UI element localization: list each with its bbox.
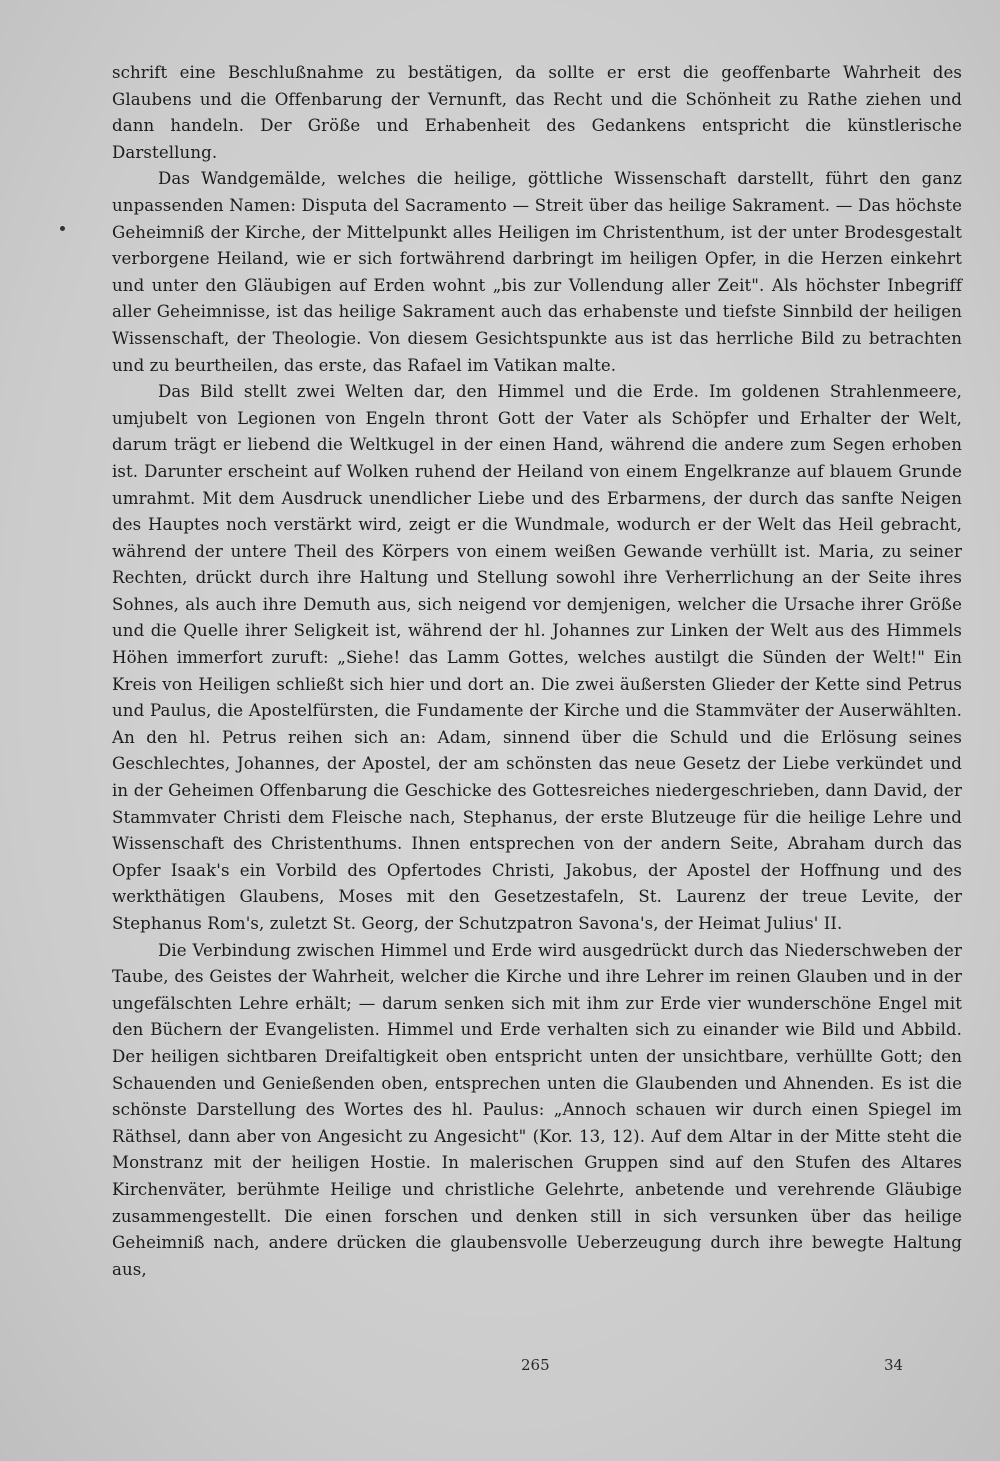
paragraph-1: schrift eine Beschlußnahme zu bestätigen, da sollte er erst die geoffenbarte Wahrheit des Glaubens und die Offenbarung der Vernunft, das Recht und die Schönheit zu Rathe ziehen und dann handeln. Der Größe und Erhabenheit des Gedankens entspricht die künstlerische Darstellung. xyxy=(112,63,962,162)
paragraph-3: Das Bild stellt zwei Welten dar, den Himmel und die Erde. Im goldenen Strahlenmeere, umjubelt von Legionen von Engeln thront Gott der Vater als Schöpfer und Erhalter der Welt, darum trägt er liebend die Weltkugel in der einen Hand, während die andere zum Segen erhoben ist. Darunter erscheint auf Wolken ruhend der Heiland von einem Engelkranze auf blauem Grunde umrahmt. Mit dem Ausdruck unendlicher Liebe und des Erbarmens, der durch das sanfte Neigen des Hauptes noch verstärkt wird, zeigt er die Wundmale, wodurch er der Welt das Heil gebracht, während der untere Theil des Körpers von einem weißen Gewande verhüllt ist. Maria, zu seiner Rechten, drückt durch ihre Haltung und Stellung sowohl ihre Verherrlichung an der Seite ihres Sohnes, als auch ihre Demuth aus, sich neigend vor demjenigen, welcher die Ursache ihrer Größe und die Quelle ihrer Seligkeit ist, während der hl. Johannes zur Linken der Welt aus des Himmels Höhen immerfort zuruft: „Siehe! das Lamm Gottes, welches austilgt die Sünden der Welt!" Ein Kreis von Heiligen schließt sich hier und dort an. Die zwei äußersten Glieder der Kette sind Petrus und Paulus, die Apostelfürsten, die Fundamente der Kirche und die Stammväter der Auserwählten. An den hl. Petrus reihen sich an: Adam, sinnend über die Schuld und die Erlösung seines Geschlechtes, Johannes, der Apostel, der am schönsten das neue Gesetz der Liebe verkündet und in der Geheimen Offenbarung die Geschicke des Gottesreiches niedergeschrieben, dann David, der Stammvater Christi dem Fleische nach, Stephanus, der erste Blutzeuge für die heilige Lehre und Wissenschaft des Christenthums. Ihnen entsprechen von der andern Seite, Abraham durch das Opfer Isaak's ein Vorbild des Opfertodes Christi, Jakobus, der Apostel der Hoffnung und des werkthätigen Glaubens, Moses mit den Gesetzestafeln, St. Laurenz der treue Levite, der Stephanus Rom's, zuletzt St. Georg, der Schutzpatron Savona's, der Heimat Julius' II. xyxy=(112,382,962,933)
margin-mark xyxy=(60,226,65,231)
paragraph-2: Das Wandgemälde, welches die heilige, göttliche Wissenschaft darstellt, führt den ganz unpassenden Namen: Disputa del Sacramento — Streit über das heilige Sakrament. — Das höchste Geheimniß der Kirche, der Mittelpunkt alles Heiligen im Christenthum, ist der unter Brodesgestalt verborgene Heiland, wie er sich fortwährend darbringt im heiligen Opfer, in die Herzen einkehrt und unter den Gläubigen auf Erden wohnt „bis zur Vollendung aller Zeit". Als höchster Inbegriff aller Geheimnisse, ist das heilige Sakrament auch das erhabenste und tiefste Sinnbild der heiligen Wissenschaft, der Theologie. Von diesem Gesichtspunkte aus ist das herrliche Bild zu betrachten und zu beurtheilen, das erste, das Rafael im Vatikan malte. xyxy=(112,169,962,375)
signature-mark: 34 xyxy=(884,1356,904,1374)
page-number: 265 xyxy=(521,1356,550,1374)
body-text xyxy=(112,60,962,1283)
paragraph-4: Die Verbindung zwischen Himmel und Erde wird ausgedrückt durch das Niederschweben der Taube, des Geistes der Wahrheit, welcher die Kirche und ihre Lehrer im reinen Glauben und in der ungefälschten Lehre erhält; — darum senken sich mit ihm zur Erde vier wunderschöne Engel mit den Büchern der Evangelisten. Himmel und Erde verhalten sich zu einander wie Bild und Abbild. Der heiligen sichtbaren Dreifaltigkeit oben entspricht unten der unsichtbare, verhüllte Gott; den Schauenden und Genießenden oben, entsprechen unten die Glaubenden und Ahnenden. Es ist die schönste Darstellung des Wortes des hl. Paulus: „Annoch schauen wir durch einen Spiegel im Räthsel, dann aber von Angesicht zu Angesicht" (Kor. 13, 12). Auf dem Altar in der Mitte steht die Monstranz mit der heiligen Hostie. In malerischen Gruppen sind auf den Stufen des Altares Kirchenväter, berühmte Heilige und christliche Gelehrte, anbetende und verehrende Gläubige zusammengestellt. Die einen forschen und denken still in sich versunken über das heilige Geheimniß nach, andere drücken die glaubensvolle Ueberzeugung durch ihre bewegte Haltung aus, xyxy=(112,940,962,1279)
